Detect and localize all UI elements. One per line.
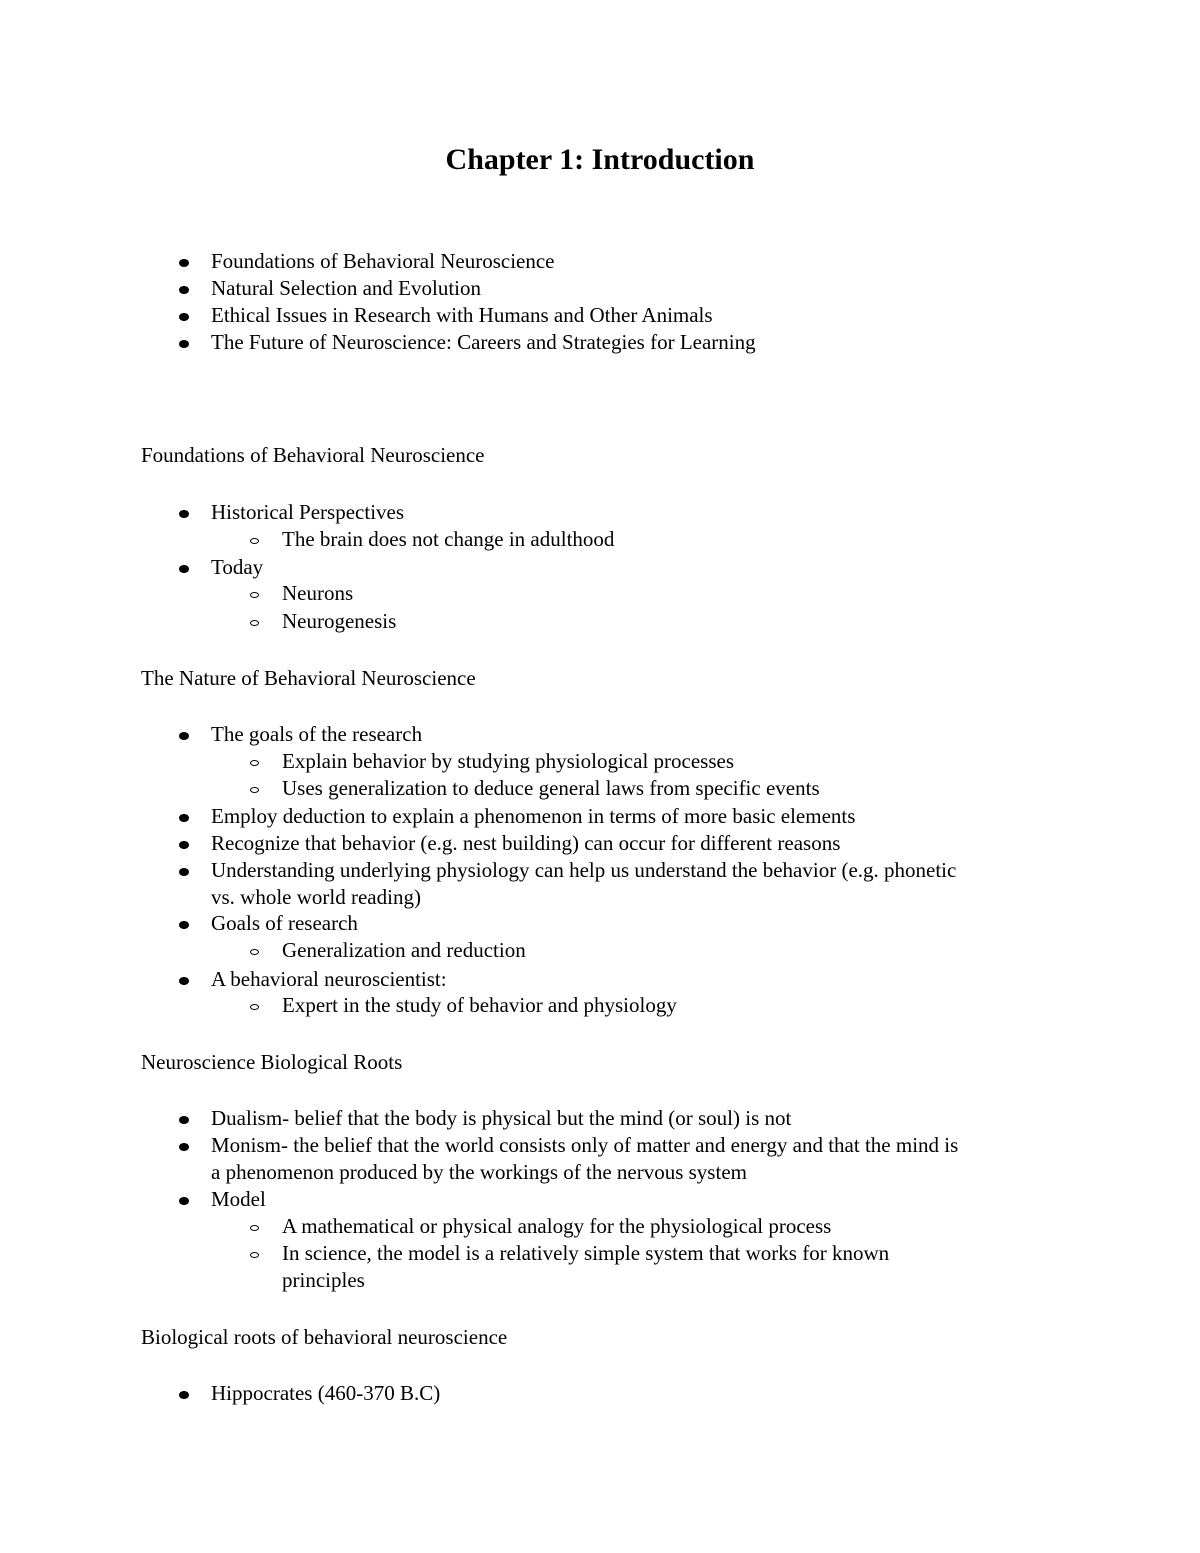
sub-list-item: Uses generalization to deduce general laws from specific events [282, 776, 820, 800]
list-item: Understanding underlying physiology can help us understand the behavior (e.g. phonetic [211, 858, 957, 882]
bullet-disc-icon [179, 510, 189, 518]
bullet-circle-icon [250, 1252, 259, 1258]
toc-item: The Future of Neuroscience: Careers and Strategies for Learning [211, 330, 756, 354]
list-item: Model [211, 1187, 266, 1211]
bullet-circle-icon [250, 787, 259, 793]
sub-list-item-continuation: principles [282, 1268, 365, 1292]
bullet-disc-icon [179, 921, 189, 929]
bullet-disc-icon [179, 313, 189, 321]
bullet-disc-icon [179, 732, 189, 740]
page-title: Chapter 1: Introduction [445, 143, 755, 176]
bullet-disc-icon [179, 1143, 189, 1151]
bullet-disc-icon [179, 340, 189, 348]
bullet-disc-icon [179, 1116, 189, 1124]
list-item: The goals of the research [211, 722, 423, 746]
sub-list-item: In science, the model is a relatively simple system that works for known [282, 1241, 890, 1265]
bullet-disc-icon [179, 868, 189, 876]
sub-list-item: Neurogenesis [282, 609, 397, 633]
list-item: Historical Perspectives [211, 500, 405, 524]
list-item-continuation: a phenomenon produced by the workings of the nervous system [211, 1160, 747, 1184]
bullet-disc-icon [179, 565, 189, 573]
list-item: A behavioral neuroscientist: [211, 967, 447, 991]
section-heading: Foundations of Behavioral Neuroscience [141, 443, 485, 467]
toc-item: Foundations of Behavioral Neuroscience [211, 249, 555, 273]
list-item: Monism- the belief that the world consists only of matter and energy and that the mind is [211, 1133, 959, 1157]
bullet-circle-icon [250, 1004, 259, 1010]
section-heading: Neuroscience Biological Roots [141, 1050, 403, 1074]
bullet-disc-icon [179, 814, 189, 822]
list-item: Today [211, 555, 264, 579]
bullet-disc-icon [179, 286, 189, 294]
list-item: Recognize that behavior (e.g. nest building) can occur for different reasons [211, 831, 841, 855]
bullet-circle-icon [250, 620, 259, 626]
bullet-disc-icon [179, 977, 189, 985]
toc-item: Natural Selection and Evolution [211, 276, 482, 300]
list-item: Employ deduction to explain a phenomenon in terms of more basic elements [211, 804, 856, 828]
bullet-circle-icon [250, 1225, 259, 1231]
sub-list-item: Explain behavior by studying physiological processes [282, 749, 735, 773]
sub-list-item: Neurons [282, 581, 354, 605]
list-item: Goals of research [211, 911, 358, 935]
section-heading: Biological roots of behavioral neuroscience [141, 1325, 508, 1349]
bullet-circle-icon [250, 760, 259, 766]
bullet-disc-icon [179, 1391, 189, 1399]
sub-list-item: Generalization and reduction [282, 938, 526, 962]
sub-list-item: The brain does not change in adulthood [282, 527, 615, 551]
list-item-continuation: vs. whole world reading) [211, 885, 421, 909]
toc-item: Ethical Issues in Research with Humans and Other Animals [211, 303, 713, 327]
bullet-disc-icon [179, 841, 189, 849]
bullet-disc-icon [179, 259, 189, 267]
sub-list-item: A mathematical or physical analogy for the physiological process [282, 1214, 832, 1238]
bullet-disc-icon [179, 1197, 189, 1205]
bullet-circle-icon [250, 949, 259, 955]
bullet-circle-icon [250, 592, 259, 598]
sub-list-item: Expert in the study of behavior and physiology [282, 993, 677, 1017]
list-item: Hippocrates (460-370 B.C) [211, 1381, 441, 1405]
list-item: Dualism- belief that the body is physical but the mind (or soul) is not [211, 1106, 792, 1130]
section-heading: The Nature of Behavioral Neuroscience [141, 666, 476, 690]
bullet-circle-icon [250, 538, 259, 544]
